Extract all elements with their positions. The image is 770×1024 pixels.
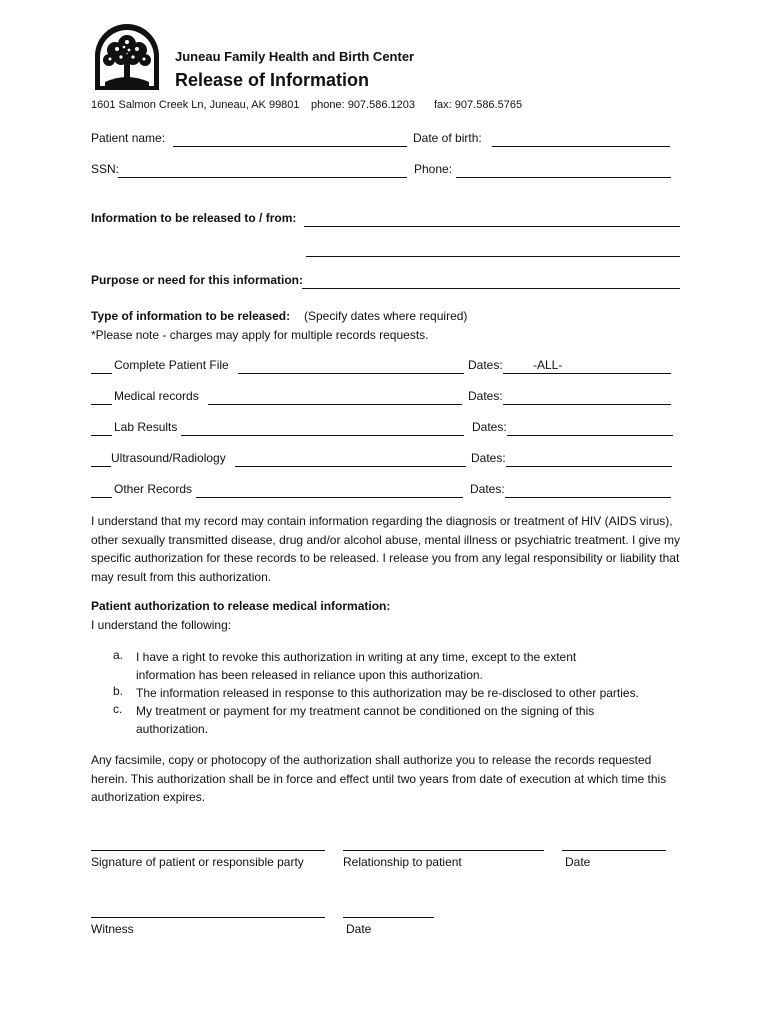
signature-label: Signature of patient or responsible party — [91, 855, 304, 869]
type-item-label: Medical records — [114, 389, 199, 403]
dates-label: Dates: — [468, 389, 503, 403]
phone-field[interactable] — [456, 177, 671, 178]
checkbox-line-other-records[interactable] — [91, 497, 112, 498]
patient-name-label: Patient name: — [91, 131, 166, 145]
release-to-from-field[interactable] — [304, 226, 680, 227]
phone-number: phone: 907.586.1203 — [311, 99, 415, 111]
fax-number: fax: 907.586.5765 — [434, 99, 523, 111]
type-item-label: Complete Patient File — [114, 358, 229, 372]
address: 1601 Salmon Creek Ln, Juneau, AK 99801 — [91, 99, 300, 111]
type-item-line — [196, 497, 463, 498]
dates-label: Dates: — [470, 482, 505, 496]
authorization-heading: Patient authorization to release medical information: — [91, 599, 391, 613]
dates-value: -ALL- — [533, 358, 563, 372]
list-item: My treatment or payment for my treatment cannot be conditioned on the signing of this authorization. — [136, 704, 595, 736]
tree-logo-icon — [91, 22, 163, 92]
dates-field[interactable] — [506, 466, 672, 467]
list-item: The information released in response to this authorization may be re-disclosed to other parties. — [136, 686, 639, 700]
release-to-from-field-2[interactable] — [306, 256, 680, 257]
type-hint: (Specify dates where required) — [304, 309, 468, 323]
relationship-field[interactable] — [343, 850, 544, 851]
ssn-field[interactable] — [118, 177, 407, 178]
witness-field[interactable] — [91, 917, 325, 918]
signature-date-label: Date — [565, 855, 591, 869]
purpose-field[interactable] — [302, 288, 680, 289]
list-marker: c. — [113, 702, 123, 716]
authorization-intro: I understand the following: — [91, 618, 232, 632]
signature-date-field[interactable] — [562, 850, 666, 851]
list-item: I have a right to revoke this authorization in writing at any time, except to the extent information has been released in reliance upon this authorization. — [136, 650, 577, 682]
list-marker: a. — [113, 648, 124, 662]
patient-name-field[interactable] — [173, 146, 407, 147]
checkbox-line-medical-records[interactable] — [91, 404, 112, 405]
dates-label: Dates: — [471, 451, 506, 465]
type-heading: Type of information to be released: — [91, 309, 291, 323]
dates-label: Dates: — [472, 420, 507, 434]
checkbox-line-complete-file[interactable] — [91, 373, 112, 374]
witness-date-label: Date — [346, 922, 372, 936]
dates-label: Dates: — [468, 358, 503, 372]
type-item-label: Other Records — [114, 482, 193, 496]
disclosure-paragraph: I understand that my record may contain information regarding the diagnosis or treatment of HIV (AIDS virus), other sexually transmitted disease, drug and/or alcohol abuse, mental illness or psychiatric treatment. I give my specific authorization for these records to be released. I release you from any legal responsibility or liability that may result from this authorization. — [91, 514, 680, 584]
form-title: Release of Information — [175, 70, 370, 90]
charges-note: *Please note - charges may apply for multiple records requests. — [91, 328, 429, 342]
signature-field[interactable] — [91, 850, 325, 851]
org-name: Juneau Family Health and Birth Center — [175, 49, 415, 64]
type-item-label: Ultrasound/Radiology — [111, 451, 226, 465]
checkbox-line-ultrasound[interactable] — [91, 466, 111, 467]
type-item-line — [208, 404, 462, 405]
list-marker: b. — [113, 684, 124, 698]
type-item-line — [235, 466, 466, 467]
type-item-line — [238, 373, 464, 374]
dates-field[interactable] — [505, 497, 671, 498]
release-to-from-label: Information to be released to / from: — [91, 211, 297, 225]
checkbox-line-lab-results[interactable] — [91, 435, 112, 436]
facsimile-paragraph: Any facsimile, copy or photocopy of the authorization shall authorize you to release the records requested herein. This authorization shall be in force and effect until two years from date of execution at which time this authorization expires. — [91, 753, 667, 804]
type-item-label: Lab Results — [114, 420, 178, 434]
phone-label: Phone: — [414, 162, 453, 176]
dates-field[interactable] — [507, 435, 673, 436]
dob-label: Date of birth: — [413, 131, 482, 145]
dates-field[interactable] — [503, 404, 671, 405]
ssn-label: SSN: — [91, 162, 120, 176]
witness-label: Witness — [91, 922, 134, 936]
purpose-label: Purpose or need for this information: — [91, 273, 304, 287]
relationship-label: Relationship to patient — [343, 855, 462, 869]
dob-field[interactable] — [492, 146, 670, 147]
type-item-line — [181, 435, 464, 436]
witness-date-field[interactable] — [343, 917, 434, 918]
dates-field[interactable] — [503, 373, 671, 374]
